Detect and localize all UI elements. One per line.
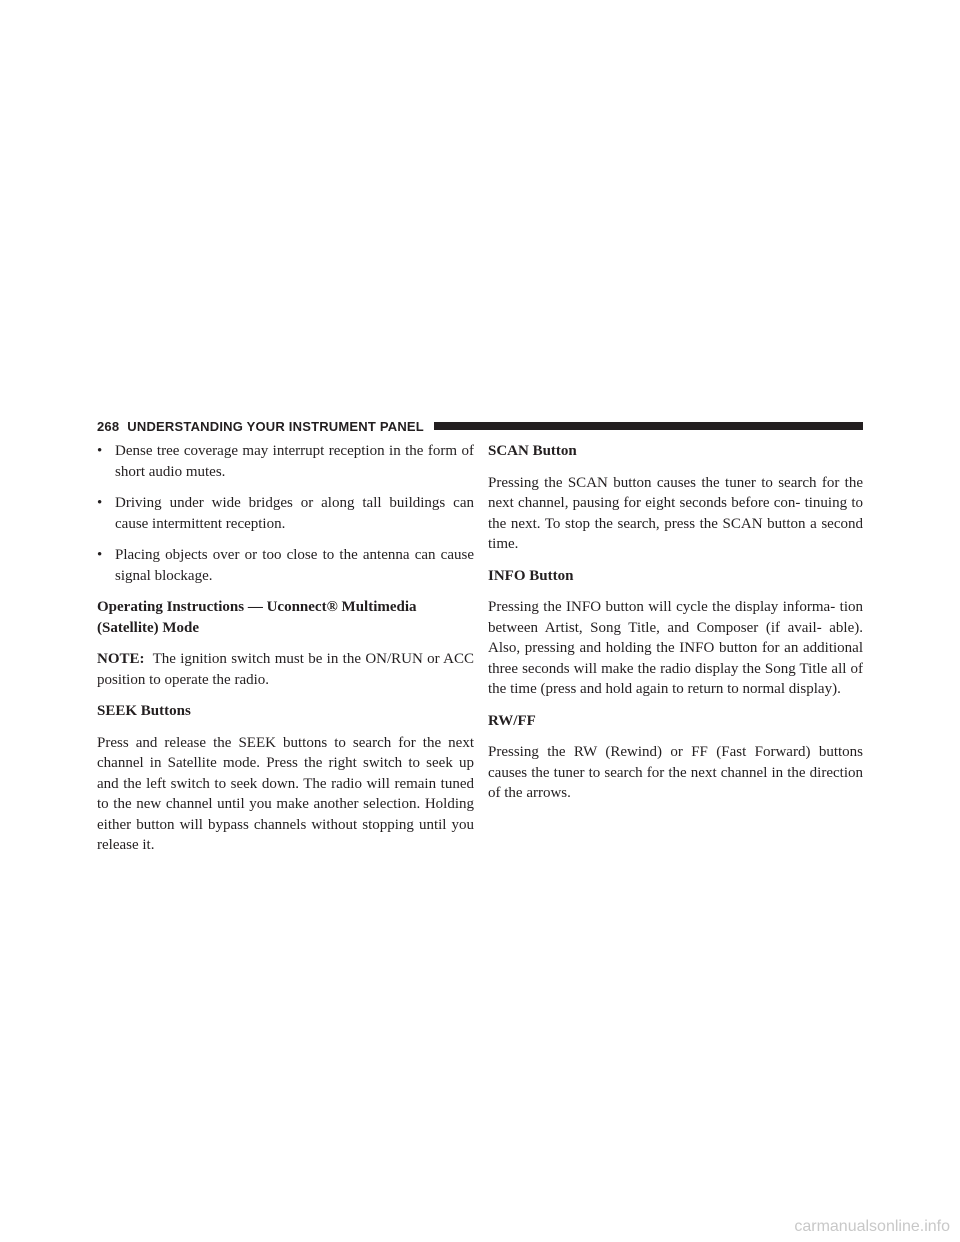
page-header (97, 419, 863, 433)
bullet-item (97, 493, 474, 534)
left-column (97, 441, 474, 867)
section-title: UNDERSTANDING YOUR INSTRUMENT PANEL (127, 418, 424, 434)
seek-heading: SEEK Buttons (97, 703, 191, 719)
bullet-item (97, 545, 474, 586)
rwff-paragraph: Pressing the RW (Rewind) or FF (Fast Forward) buttons causes the tuner to search for the next channel in the direction of the arrows. (488, 744, 863, 801)
info-paragraph: Pressing the INFO button will cycle the display informa- tion between Artist, Song Title, and Composer (if avail- able). Also, pressing and holding the INFO button for an additional three seconds will make the radio display the Song Title all of the time (press and hold again to return to normal display). (488, 599, 863, 697)
bullet-icon: • (97, 547, 103, 563)
bullet-text: Driving under wide bridges or along tall buildings can cause intermittent reception. (115, 495, 474, 532)
bullet-text: Dense tree coverage may interrupt reception in the form of short audio mutes. (115, 443, 474, 480)
bullet-icon: • (97, 443, 103, 459)
operating-instructions-heading: Operating Instructions — Uconnect® Multimedia (Satellite) Mode (97, 599, 417, 636)
watermark: carmanualsonline.info (794, 1218, 950, 1235)
bullet-text: Placing objects over or too close to the antenna can cause signal blockage. (115, 547, 474, 584)
note-text: The ignition switch must be in the ON/RUN or ACC position to operate the radio. (97, 651, 474, 688)
scan-heading: SCAN Button (488, 443, 577, 459)
seek-paragraph: Press and release the SEEK buttons to search for the next channel in Satellite mode. Press the right switch to seek up and the left switch to seek down. The radio will remain tuned to the new channel until you make another selection. Holding either button will bypass channels without stopping until you release it. (97, 734, 474, 853)
note-paragraph (97, 649, 474, 690)
bullet-icon: • (97, 495, 103, 511)
bullet-item (97, 441, 474, 482)
scan-paragraph: Pressing the SCAN button causes the tuner to search for the next channel, pausing for eight seconds before con- tinuing to the next. To stop the search, press the SCAN button a second time. (488, 474, 863, 552)
rwff-heading: RW/FF (488, 712, 536, 729)
right-column (488, 441, 863, 815)
page-number: 268 (97, 418, 120, 434)
info-heading: INFO Button (488, 567, 574, 584)
header-rule (434, 422, 863, 430)
note-label: NOTE: (97, 651, 145, 667)
